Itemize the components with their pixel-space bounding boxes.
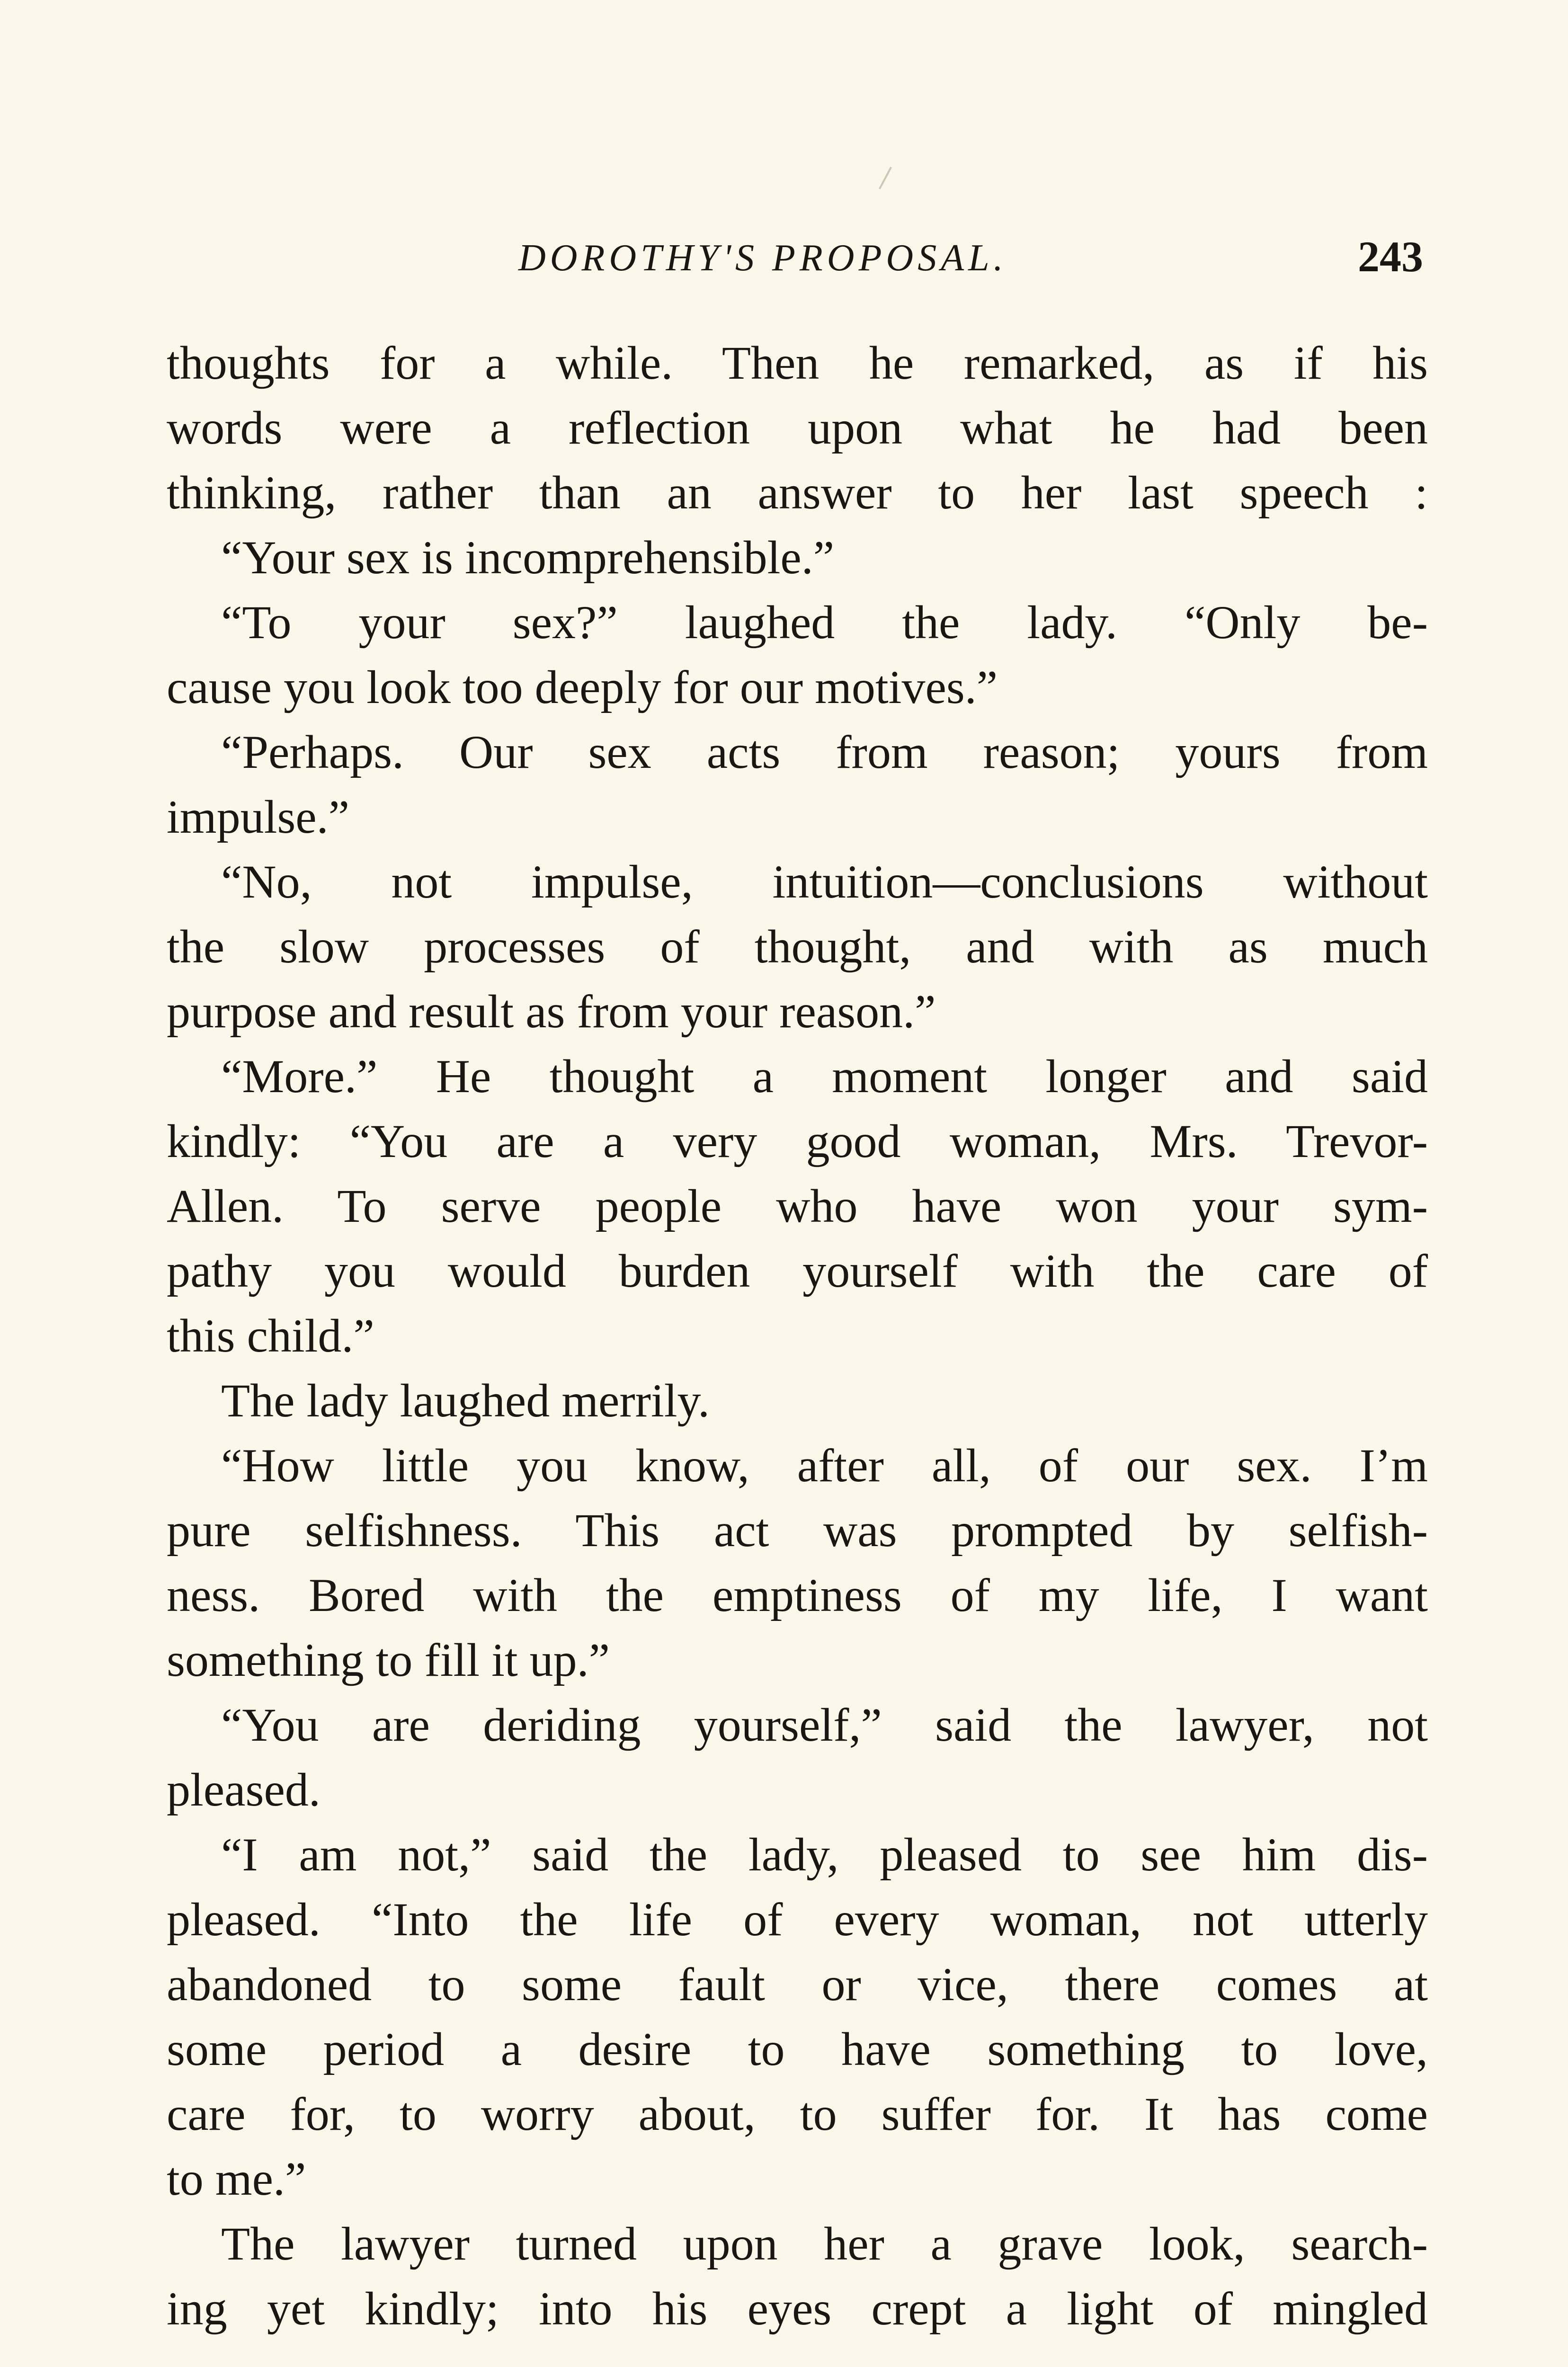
text-line: ness. Bored with the emptiness of my life, I want — [167, 1569, 1428, 1621]
text-line: care for, to worry about, to suffer for. It has come — [167, 2088, 1428, 2140]
pencil-mark — [879, 167, 892, 189]
text-line: pure selfishness. This act was prompted by selfish- — [167, 1504, 1428, 1557]
text-line: words were a reflection upon what he had been — [167, 401, 1428, 454]
text-line: some period a desire to have something to love, — [167, 2023, 1428, 2075]
text-line: “How little you know, after all, of our sex. I’m — [221, 1439, 1428, 1492]
text-line: “Perhaps. Our sex acts from reason; yours from — [221, 726, 1428, 778]
text-line: thinking, rather than an answer to her last speech : — [167, 466, 1428, 519]
page-number: 243 — [1358, 232, 1423, 281]
text-line: kindly: “You are a very good woman, Mrs. Trevor- — [167, 1115, 1428, 1167]
text-line: The lady laughed merrily. — [221, 1374, 710, 1427]
text-line: abandoned to some fault or vice, there comes at — [167, 1958, 1428, 2011]
text-line: purpose and result as from your reason.” — [167, 985, 936, 1038]
text-line: The lawyer turned upon her a grave look, search- — [221, 2217, 1428, 2270]
text-line: “You are deriding yourself,” said the lawyer, not — [221, 1699, 1428, 1751]
text-line: pleased. “Into the life of every woman, not utterly — [167, 1893, 1428, 1946]
text-line: “To your sex?” laughed the lady. “Only be- — [221, 596, 1428, 649]
text-line: this child.” — [167, 1309, 374, 1362]
text-line: “More.” He thought a moment longer and said — [221, 1050, 1428, 1103]
text-line: something to fill it up.” — [167, 1634, 610, 1686]
text-line: “No, not impulse, intuition—conclusions without — [221, 855, 1428, 908]
text-line: “Your sex is incomprehensible.” — [221, 531, 835, 584]
running-title: DOROTHY'S PROPOSAL. — [518, 237, 1007, 279]
text-line: Allen. To serve people who have won your sym- — [167, 1180, 1428, 1232]
text-line: impulse.” — [167, 791, 350, 843]
text-line: the slow processes of thought, and with as much — [167, 920, 1428, 973]
text-line: ing yet kindly; into his eyes crept a light of mingled — [167, 2282, 1428, 2335]
text-line: thoughts for a while. Then he remarked, as if his — [167, 337, 1428, 389]
body-text — [167, 330, 1428, 2341]
text-line: “I am not,” said the lady, pleased to see him dis- — [221, 1828, 1428, 1881]
text-line: pathy you would burden yourself with the care of — [167, 1245, 1428, 1297]
text-line: cause you look too deeply for our motives.” — [167, 661, 998, 713]
text-line: pleased. — [167, 1763, 321, 1816]
text-line: to me.” — [167, 2153, 306, 2205]
